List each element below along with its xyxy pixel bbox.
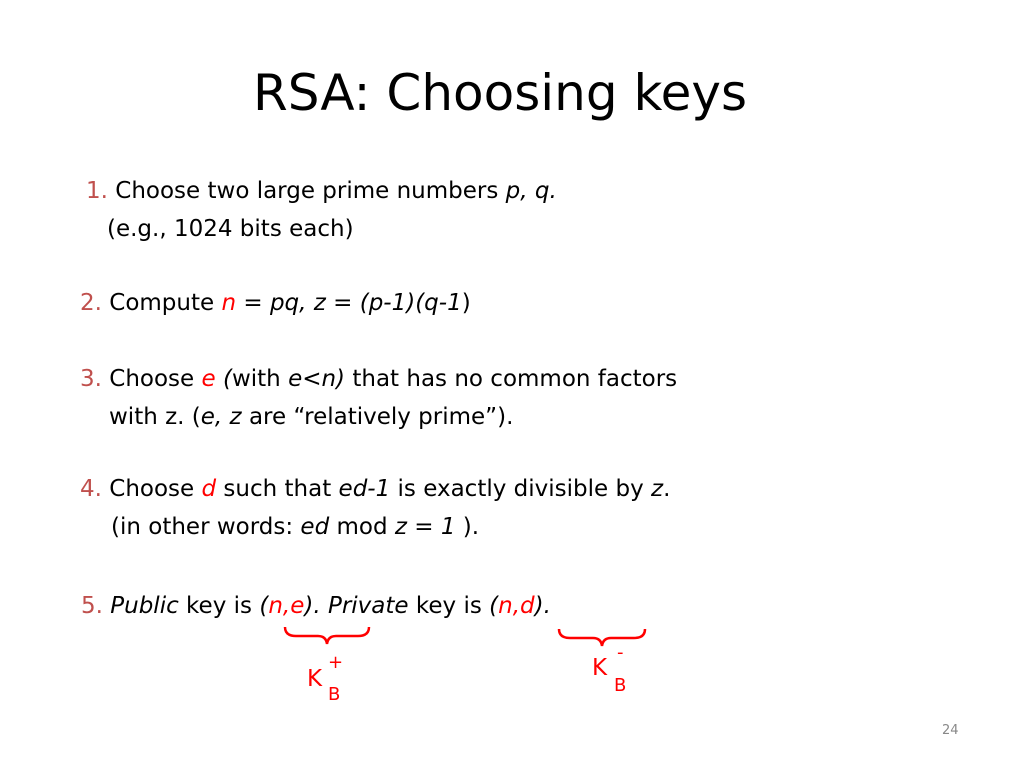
- step-3-text: Choose: [101, 366, 202, 392]
- step-4-such-that: such that: [216, 476, 339, 502]
- step-2-text: Compute: [101, 290, 222, 316]
- step-3-line-2-a: with z. (: [109, 404, 201, 430]
- step-5: [81, 587, 551, 625]
- step-3-number: 3.: [80, 366, 102, 392]
- step-3-condition: e<n): [288, 366, 346, 392]
- step-4-line-2: [80, 508, 670, 546]
- step-4-number: 4.: [80, 476, 102, 502]
- step-4-divisible: is exactly divisible by: [390, 476, 651, 502]
- step-4-line-2-c: ).: [455, 514, 480, 540]
- step-5-public: Public: [110, 593, 179, 619]
- step-3-line-2: [80, 398, 677, 436]
- step-1-vars: p, q.: [505, 178, 557, 204]
- public-key-label: [307, 652, 357, 712]
- step-5-gap: [321, 593, 328, 619]
- step-5-key-is-1: key is: [178, 593, 260, 619]
- step-4-d: d: [201, 476, 217, 502]
- public-key-sup: +: [328, 652, 344, 673]
- step-4: [80, 470, 670, 546]
- step-1-line-1: [86, 172, 557, 210]
- step-5-open-1: (: [259, 593, 269, 619]
- private-key-sub: B: [614, 675, 627, 696]
- step-3-tail: that has no common factors: [345, 366, 678, 392]
- step-2-n: n: [221, 290, 237, 316]
- step-5-key-is-2: key is: [408, 593, 490, 619]
- private-key-label: [592, 644, 642, 704]
- step-4-ed-minus-1: ed-1: [338, 476, 391, 502]
- step-3-line-1: [80, 360, 677, 398]
- step-2-number: 2.: [80, 290, 102, 316]
- private-key-sup: -: [617, 642, 624, 663]
- public-key-sub: B: [328, 684, 341, 705]
- step-2-line-1: [80, 284, 471, 322]
- step-5-private-key-pair: n,d: [498, 593, 535, 619]
- public-key-letter: K: [307, 666, 323, 692]
- step-3-line-2-vars: e, z: [200, 404, 242, 430]
- step-3-paren: (: [215, 366, 232, 392]
- step-4-equals-1: = 1: [406, 514, 456, 540]
- step-4-z: z: [651, 476, 664, 502]
- slide-title: RSA: Choosing keys: [252, 64, 748, 122]
- step-1: [86, 172, 557, 248]
- step-3-e: e: [201, 366, 216, 392]
- step-4-line-1: [80, 470, 670, 508]
- step-1-line-2: (e.g., 1024 bits each): [107, 216, 354, 242]
- step-5-close-2: ).: [534, 593, 551, 619]
- step-1-number: 1.: [86, 178, 108, 204]
- step-2: [80, 284, 471, 322]
- step-5-open-2: (: [489, 593, 499, 619]
- step-3-with: with: [231, 366, 289, 392]
- step-5-line-1: [81, 587, 551, 625]
- step-4-period: .: [663, 476, 671, 502]
- step-2-equation: = pq, z = (p-1)(q-1: [236, 290, 462, 316]
- step-4-text: Choose: [101, 476, 202, 502]
- step-3: [80, 360, 677, 436]
- page-number: 24: [942, 723, 959, 738]
- public-key-brace-icon: [282, 624, 372, 646]
- step-4-line-2-a: (in other words:: [111, 514, 301, 540]
- step-4-z2: z: [394, 514, 407, 540]
- step-5-private: Private: [327, 593, 409, 619]
- step-2-close-paren: ): [461, 290, 471, 316]
- step-5-public-key-pair: n,e: [268, 593, 305, 619]
- step-4-mod: mod: [329, 514, 395, 540]
- step-5-number: 5.: [81, 593, 103, 619]
- step-1-text: Choose two large prime numbers: [107, 178, 506, 204]
- private-key-letter: K: [592, 655, 608, 681]
- step-4-ed: ed: [300, 514, 330, 540]
- step-3-line-2-b: are “relatively prime”).: [241, 404, 514, 430]
- step-5-close-1: ).: [304, 593, 321, 619]
